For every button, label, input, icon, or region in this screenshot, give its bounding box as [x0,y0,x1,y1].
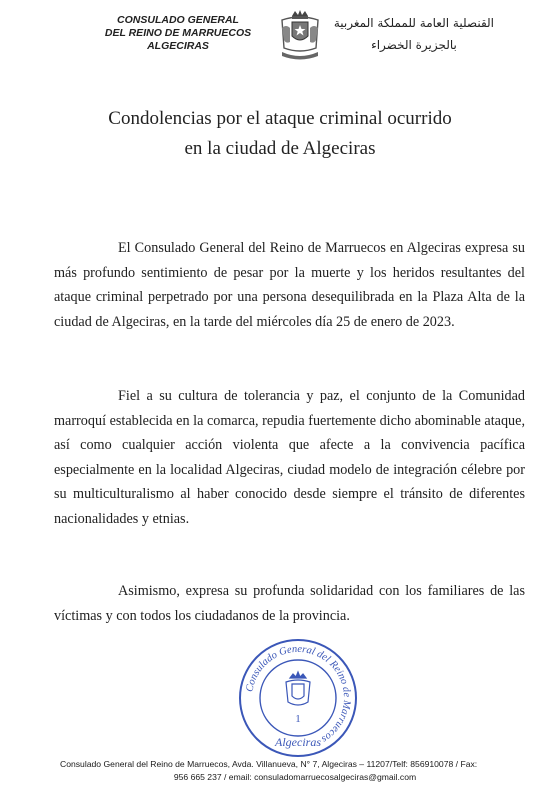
moroccan-coat-of-arms-icon [276,8,324,62]
stamp-number: 1 [295,713,301,725]
consulate-name-spanish [98,14,258,53]
consulate-name-line: DEL REINO DE MARRUECOS [104,27,252,39]
document-title [60,104,500,164]
consulate-name-line: ALGECIRAS [147,40,209,52]
paragraph-3: Asimismo, expresa su profunda solidaridad con los familiares de las víctimas y con todos los ciudadanos de la provincia. [54,583,525,624]
stamp-ring-text-path: Consulado General del Reino de Marruecos [244,643,353,745]
consulate-name-line: CONSULADO GENERAL [117,14,239,26]
consulate-stamp [236,636,360,760]
consulate-name-arabic-line: بالجزيرة الخضراء [371,38,457,52]
footer-contact: 956 665 237 / email: consuladomarruecosalgeciras@gmail.com [173,772,417,782]
footer-address: Consulado General del Reino de Marruecos, Avda. Villanueva, N° 7, Algeciras – 11207/Telf: 856910078 / Fax: [60,759,478,769]
paragraph-2: Fiel a su cultura de tolerancia y paz, el conjunto de la Comunidad marroquí establecida en la comarca, repudia fuertemente dicho abominable ataque, así como cualquier acción violenta que afecte a la convivencia pacífica especialmente en la localidad Algeciras, ciudad modelo de integración célebre por su multiculturalismo al haber conocido desde siempre el tránsito de diferentes nacionalidades y etnias. [54,388,525,527]
page-footer [60,758,530,784]
title-line-1: Condolencias por el ataque criminal ocurrido [108,108,452,129]
paragraph-1: El Consulado General del Reino de Marruecos en Algeciras expresa su más profundo sentimiento de pesar por la muerte y los heridos resultantes del ataque criminal perpetrado por una persona desequilibrada en la Plaza Alta de la ciudad de Algeciras, en la tarde del miércoles día 25 de enero de 2023. [54,240,525,330]
consulate-name-arabic-line: القنصلية العامة للمملكة المغربية [333,16,494,30]
stamp-city: Algeciras [275,735,321,749]
title-line-2: en la ciudad de Algeciras [184,138,376,159]
consulate-name-arabic [334,12,494,56]
stamp-emblem-icon [286,672,310,705]
